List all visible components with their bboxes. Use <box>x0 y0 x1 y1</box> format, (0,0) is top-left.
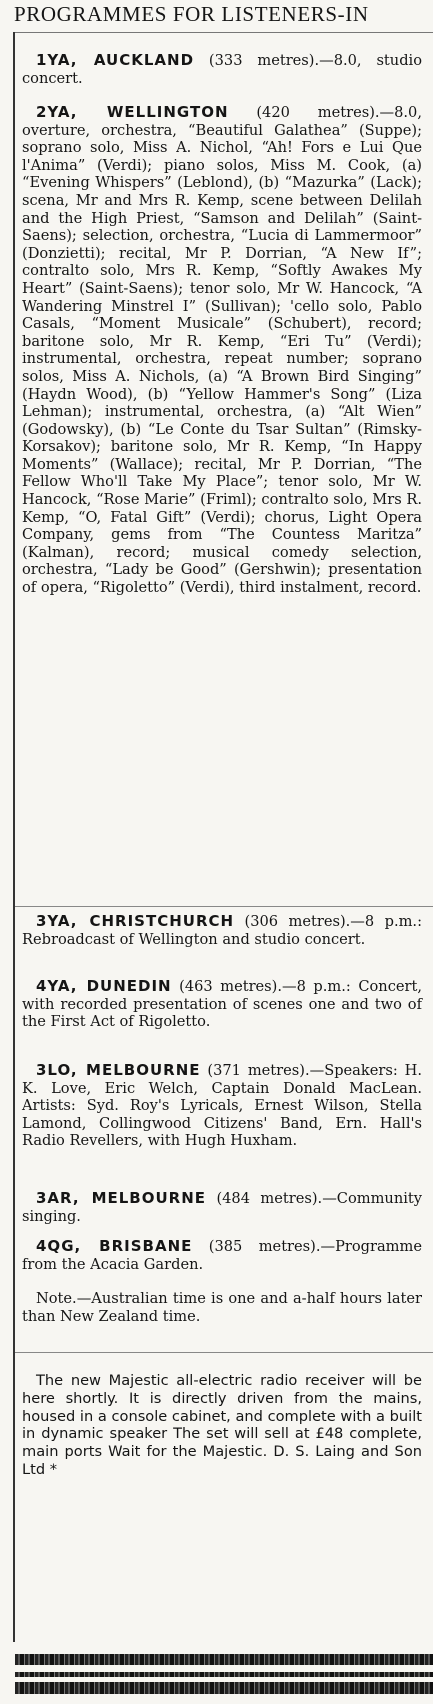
entry-3lo-melbourne <box>22 1062 422 1150</box>
station-name: 3AR, MELBOURNE <box>36 1189 207 1207</box>
entry-body: (484 metres).—Community singing. <box>22 1190 422 1225</box>
note-rule <box>15 1352 433 1353</box>
decorative-band-top <box>15 1654 433 1665</box>
note-text: Note.—Australian time is one and a-half hours later than New Zealand time. <box>22 1290 422 1325</box>
section-rule <box>15 906 433 907</box>
entry-body: (463 metres).—8 p.m.: Concert, with recorded presentation of scenes one and two of the First Act of Rigoletto. <box>22 978 422 1031</box>
page-heading: PROGRAMMES FOR LISTENERS-IN <box>14 2 369 26</box>
entry-body: (306 metres).—8 p.m.: Rebroadcast of Wellington and studio concert. <box>22 913 422 948</box>
station-name: 1YA, AUCKLAND <box>36 51 195 69</box>
entry-body: (420 metres).—8.0, overture, orchestra, “Beautiful Galathea” (Suppe); soprano solo, Miss A. Nichol, “Ah! Fors e Lui Que l'Anima” (Verdi); piano solos, Miss M. Cook, (a) “Evening Whispers” (Leblond), (b) “Mazurka” (Lack); scena, Mr and Mrs R. Kemp, scene between Delilah and the High Priest, “Samson and Delilah” (Saint-Saens); selection, orchestra, “Lucia di Lammermoor” (Donzietti); recital, Mr P. Dorrian, “A New If”; contralto solo, Mrs R. Kemp, “Softly Awakes My Heart” (Saint-Saens); tenor solo, Mr W. Hancock, “A Wandering Minstrel I” (Sullivan); 'cello solo, Pablo Casals, “Moment Musicale” (Schubert), record; baritone solo, Mr R. Kemp, “Eri Tu” (Verdi); instrumental, orchestra, repeat number; soprano solos, Miss A. Nichols, (a) “A Brown Bird Singing” (Haydn Wood), (b) “Yellow Hammer's Song” (Liza Lehman); instrumental, orchestra, (a) “Alt Wien” (Godowsky), (b) “Le Conte du Tsar Sultan” (Rimsky-Korsakov); baritone solo, Mr R. Kemp, “In Happy Moments” (Wallace); recital, Mr P. Dorrian, “The Fellow Who'll Take My Place”; tenor solo, Mr W. Hancock, “Rose Marie” (Friml); contralto solo, Mrs R. Kemp, “O, Fatal Gift” (Verdi); chorus, Light Opera Company, gems from “The Countess Maritza” (Kalman), record; musical comedy selection, orchestra, “Lady be Good” (Gershwin); presentation of opera, “Rigoletto” (Verdi), third instalment, record. <box>22 104 422 597</box>
decorative-band-bottom <box>15 1682 433 1694</box>
advertisement-text: The new Majestic all-electric radio receiver will be here shortly. It is directly driven from the mains, housed in a console cabinet, and complete with a built in dynamic speaker The set will sell at £48 complete, main ports Wait for the Majestic. D. S. Laing and Son Ltd * <box>22 1372 422 1478</box>
station-name: 4QG, BRISBANE <box>36 1237 193 1255</box>
decorative-band-middle <box>15 1672 433 1677</box>
entry-3ya-christchurch <box>22 913 422 948</box>
entry-3ar-melbourne <box>22 1190 422 1225</box>
station-name: 2YA, WELLINGTON <box>36 103 229 121</box>
entry-1ya-auckland <box>22 52 422 87</box>
entry-body: (371 metres).—Speakers: H. K. Love, Eric Welch, Captain Donald MacLean. Artists: Syd. Roy's Lyricals, Ernest Wilson, Stella Lamond, Collingwood Citizens' Band, Ern. Hall's Radio Revellers, with Hugh Huxham. <box>22 1062 422 1150</box>
station-name: 3LO, MELBOURNE <box>36 1061 201 1079</box>
entry-2ya-wellington <box>22 104 422 597</box>
left-rule <box>13 32 15 1642</box>
station-name: 3YA, CHRISTCHURCH <box>36 912 235 930</box>
entry-body: (385 metres).—Programme from the Acacia Garden. <box>22 1238 422 1273</box>
entry-body: (333 metres).—8.0, studio concert. <box>22 52 422 87</box>
station-name: 4YA, DUNEDIN <box>36 977 172 995</box>
top-rule <box>13 32 433 33</box>
majestic-advertisement <box>22 1372 422 1479</box>
entry-4qg-brisbane <box>22 1238 422 1273</box>
time-note <box>22 1290 422 1325</box>
entry-4ya-dunedin <box>22 978 422 1031</box>
